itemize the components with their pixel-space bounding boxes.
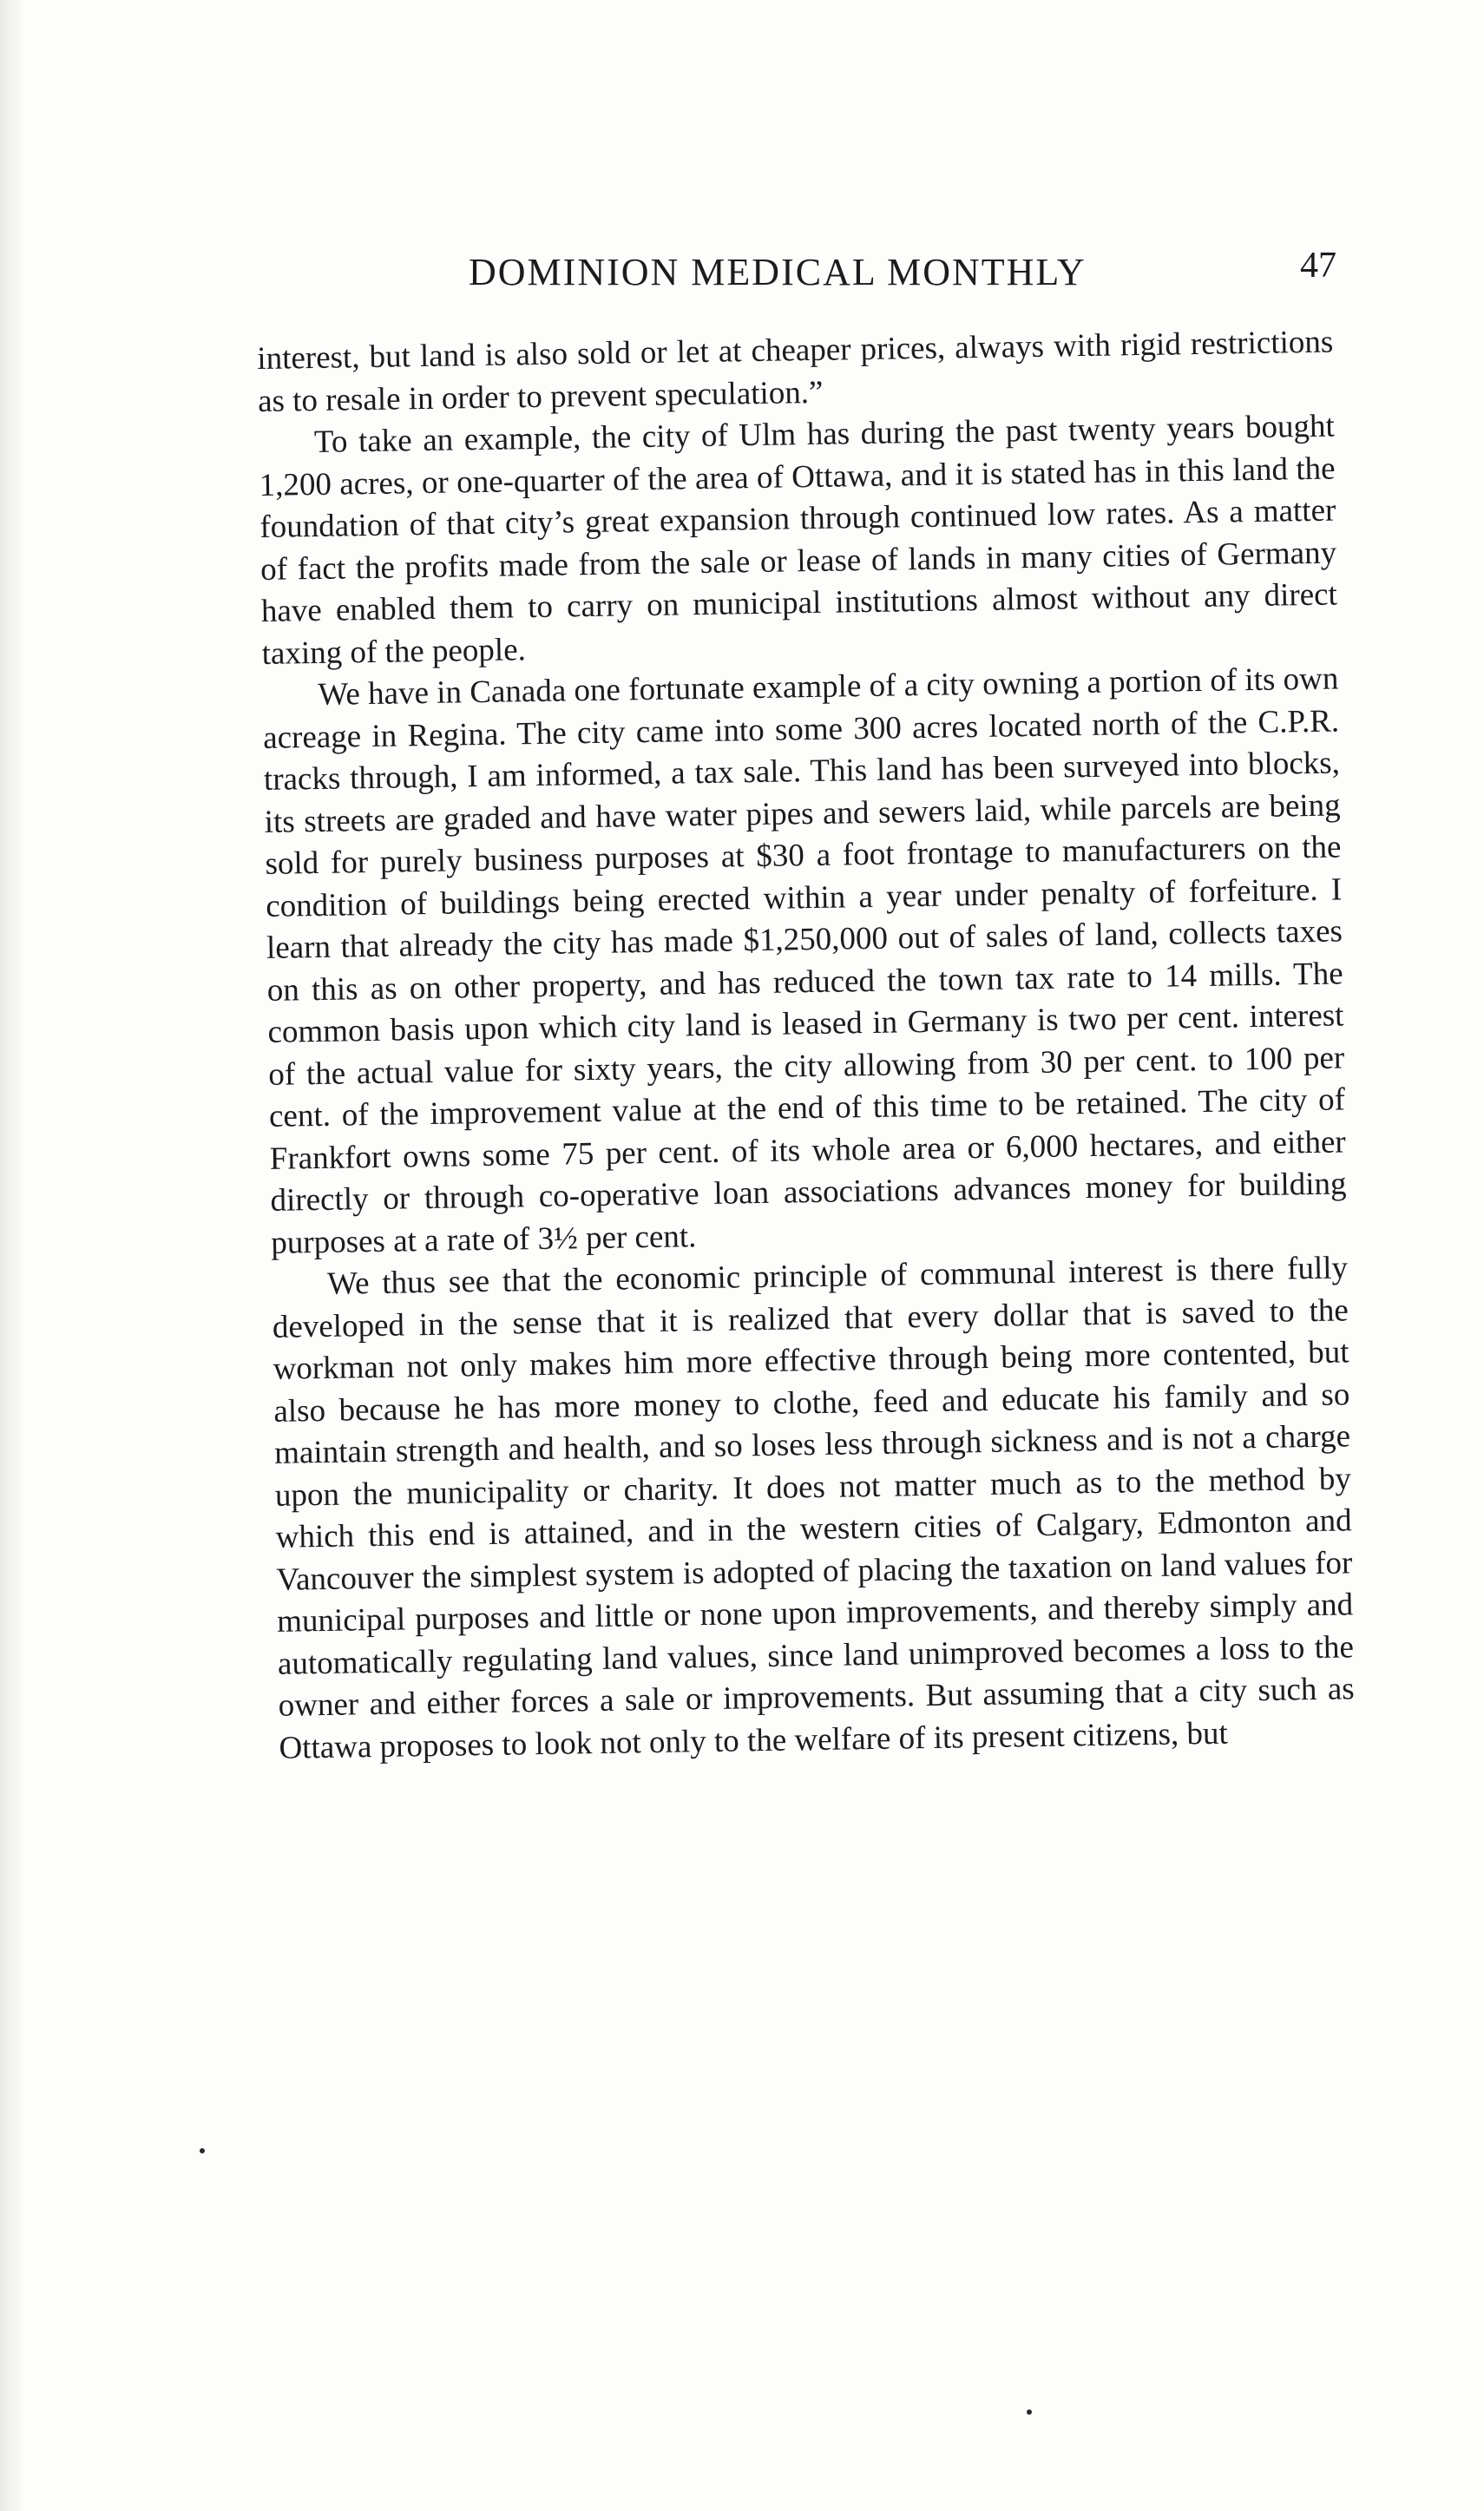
- page-number: 47: [1300, 246, 1336, 286]
- paragraph-ulm-example: To take an example, the city of Ulm has during the past twenty years bought 1,200 acres, or one-quarter of the area of Ottawa, and it is stated has in this land the foundation of that city’s great expansion through continued low rates. As a matter of fact the profits made from the sale or lease of lands in many cities of Germany have enabled them to carry on municipal institutions almost without any direct taxing of the people.: [259, 408, 1338, 672]
- paragraph-regina-example: We have in Canada one fortunate example of a city owning a portion of its own acreage in Regina. The city came into some 300 acres located north of the C.P.R. tracks through, I am informed, a tax sale. This land has been surveyed into blocks, its streets are graded and have water pipes and sewers laid, while parcels are being sold for purely business purposes at $30 a foot frontage to manufacturers on the condition of buildings being erected within a year under penalty of forfeiture. I learn that already the city has made $1,250,000 out of sales of land, collects taxes on this as on other property, and has reduced the town tax rate to 14 mills. The common basis upon which city land is leased in Germany is two per cent. interest of the actual value for sixty years, the city allowing from 30 per cent. to 100 per cent. of the improvement value at the end of this time to be retained. The city of Frankfort owns some 75 per cent. of its whole area or 6,000 hectares, and either directly or through co-operative loan associations advances money for building purposes at a rate of 3½ per cent.: [262, 661, 1347, 1261]
- paragraph-communal-interest: We thus see that the economic principle of communal interest is there fully developed in the sense that it is realized that every dollar that is saved to the workman not only makes him more effective through being more contented, but also because he has more money to clothe, feed and educate his family and so maintain strength and health, and so loses less through sickness and is not a charge upon the municipality or charity. It does not matter much as to the method by which this end is attained, and in the western cities of Calgary, Edmonton and Vancouver the simplest system is adopted of placing the taxation on land values for municipal purposes and little or none upon improvements, and thereby simply and automatically regulating land values, since land unimproved becomes a loss to the owner and either forces a sale or improvements. But assuming that a city such as Ottawa proposes to look not only to the welfare of its present citizens, but: [272, 1250, 1355, 1766]
- body-text: [257, 322, 1356, 1770]
- print-speck: [200, 2148, 205, 2153]
- journal-title: DOMINION MEDICAL MONTHLY: [469, 251, 1087, 293]
- paragraph-continued: interest, but land is also sold or let at cheaper prices, always with rigid restrictions as to resale in order to prevent speculation.”: [257, 324, 1334, 419]
- binding-edge-shadow: [0, 0, 24, 2511]
- running-head: [260, 246, 1336, 302]
- print-speck: [1027, 2409, 1032, 2415]
